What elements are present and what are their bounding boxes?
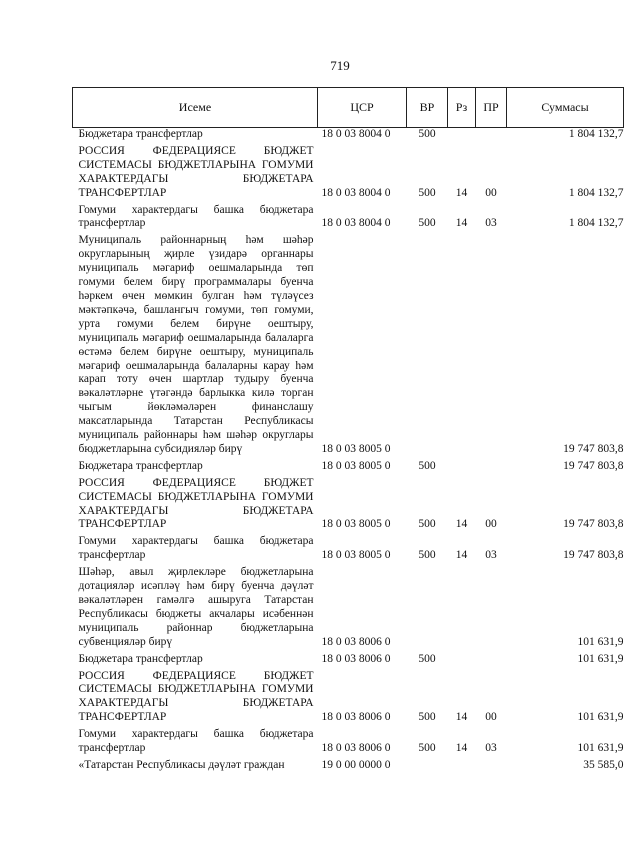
row-sum: 101 631,9 bbox=[577, 635, 624, 648]
header-pr: ПР bbox=[476, 88, 507, 128]
table-row bbox=[73, 128, 624, 145]
row-vr: 500 bbox=[418, 518, 436, 531]
row-name: Гомуми характердагы башка бюджетара трансфертлар bbox=[78, 728, 314, 755]
row-name: Гомуми характердагы башка бюджетара трансфертлар bbox=[78, 203, 314, 230]
row-pr bbox=[476, 234, 507, 460]
row-rz bbox=[448, 653, 476, 670]
row-csr: 18 0 03 8004 0 bbox=[321, 128, 391, 140]
row-rz: 14 bbox=[455, 518, 468, 531]
row-name: Шәһәр, авыл җирлекләре бюджетларына дотацияләр исәпләү һәм бирү буенча дәүләт вәкаләтләрен гамәлгә ашыруга Татарстан Республикасы бюджеты акчалары исәбеннән муниципаль районнар бюджетларына субвенцияләр бирү bbox=[78, 566, 314, 648]
header-sum: Суммасы bbox=[507, 88, 624, 128]
row-rz bbox=[448, 128, 476, 145]
row-sum: 35 585,0 bbox=[583, 758, 624, 771]
row-vr bbox=[407, 234, 448, 460]
page-number: 719 bbox=[330, 58, 350, 73]
row-sum: 101 631,9 bbox=[577, 742, 624, 755]
row-name: РОССИЯ ФЕДЕРАЦИЯСЕ БЮДЖЕТ СИСТЕМАСЫ БЮДЖЕТЛАРЫНА ГОМУМИ ХАРАКТЕРДАГЫ БЮДЖЕТАРА ТРАНСФЕРТЛАР bbox=[78, 669, 314, 724]
row-pr bbox=[476, 759, 507, 776]
row-pr: 00 bbox=[485, 711, 497, 724]
row-csr: 18 0 03 8006 0 bbox=[321, 652, 391, 665]
row-sum: 101 631,9 bbox=[577, 652, 624, 665]
row-sum: 19 747 803,8 bbox=[563, 549, 624, 562]
row-name: Бюджетара трансфертлар bbox=[78, 459, 203, 472]
table-row bbox=[73, 460, 624, 477]
table-row bbox=[73, 204, 624, 235]
row-rz: 14 bbox=[455, 217, 468, 230]
row-rz bbox=[448, 234, 476, 460]
row-csr: 18 0 03 8006 0 bbox=[321, 711, 391, 724]
row-pr: 00 bbox=[485, 518, 497, 531]
row-vr: 500 bbox=[418, 186, 436, 199]
row-sum: 19 747 803,8 bbox=[563, 518, 624, 531]
row-sum: 101 631,9 bbox=[577, 711, 624, 724]
row-sum: 1 804 132,7 bbox=[568, 186, 624, 199]
row-csr: 18 0 03 8006 0 bbox=[321, 742, 391, 755]
row-vr bbox=[407, 566, 448, 652]
table-row bbox=[73, 566, 624, 652]
header-rz: Рз bbox=[448, 88, 476, 128]
row-pr: 00 bbox=[485, 186, 497, 199]
row-csr: 19 0 00 0000 0 bbox=[321, 758, 391, 771]
table-row bbox=[73, 145, 624, 204]
budget-table bbox=[72, 87, 624, 776]
row-csr: 18 0 03 8005 0 bbox=[321, 459, 391, 472]
row-name: Гомуми характердагы башка бюджетара трансфертлар bbox=[78, 535, 314, 562]
row-vr: 500 bbox=[418, 742, 436, 755]
table-row bbox=[73, 234, 624, 460]
table-row bbox=[73, 653, 624, 670]
row-rz: 14 bbox=[455, 711, 468, 724]
row-rz bbox=[448, 460, 476, 477]
row-pr bbox=[476, 566, 507, 652]
row-pr: 03 bbox=[485, 742, 497, 755]
row-rz bbox=[448, 566, 476, 652]
row-name: Бюджетара трансфертлар bbox=[78, 652, 203, 665]
row-csr: 18 0 03 8004 0 bbox=[321, 217, 391, 230]
row-pr: 03 bbox=[485, 217, 497, 230]
row-name: «Татарстан Республикасы дәүләт граждан bbox=[78, 758, 285, 771]
row-sum: 19 747 803,8 bbox=[563, 442, 624, 455]
table-row bbox=[73, 759, 624, 776]
header-csr: ЦСР bbox=[318, 88, 407, 128]
row-sum: 1 804 132,7 bbox=[568, 217, 624, 230]
table-header-row bbox=[73, 88, 624, 128]
table-row bbox=[73, 670, 624, 729]
row-vr: 500 bbox=[418, 128, 436, 140]
row-csr: 18 0 03 8006 0 bbox=[321, 635, 391, 648]
row-rz: 14 bbox=[455, 549, 468, 562]
row-sum: 19 747 803,8 bbox=[563, 459, 624, 472]
row-rz bbox=[448, 759, 476, 776]
row-name: Муниципаль районнарның һәм шәһәр округларының җирле үзидарә органнары муниципаль мәгариф оешмаларында төп гомуми белем бирү программалары буенча һәркем өчен мөмкин булган һәм түләүсез мәктәпкәчә, башлангыч гомуми, төп гомуми, урта гомуми белем бирүне оештыру, муниципаль мәгариф оешмаларында балаларга өстәмә белем бирүне оештыру, муниципаль мәгариф оешмаларында балаларны карау һәм карап тоту өчен шартлар тудыру буенча вәкаләтләрне үтәгәндә барлыкка килә торган чыгым йөкләмәләрен финанслашу максатларында Татарстан Республикасы муниципаль районнары һәм шәһәр округлары бюджетларына субсидияләр бирү bbox=[78, 234, 314, 455]
table-row bbox=[73, 477, 624, 536]
row-pr: 03 bbox=[485, 549, 497, 562]
row-rz: 14 bbox=[455, 186, 468, 199]
row-csr: 18 0 03 8004 0 bbox=[321, 186, 391, 199]
row-name: Бюджетара трансфертлар bbox=[78, 128, 203, 140]
row-csr: 18 0 03 8005 0 bbox=[321, 442, 391, 455]
row-vr bbox=[407, 759, 448, 776]
row-name: РОССИЯ ФЕДЕРАЦИЯСЕ БЮДЖЕТ СИСТЕМАСЫ БЮДЖЕТЛАРЫНА ГОМУМИ ХАРАКТЕРДАГЫ БЮДЖЕТАРА ТРАНСФЕРТЛАР bbox=[78, 144, 314, 199]
row-vr: 500 bbox=[418, 549, 436, 562]
row-vr: 500 bbox=[418, 652, 436, 665]
row-csr: 18 0 03 8005 0 bbox=[321, 518, 391, 531]
table-row bbox=[73, 535, 624, 566]
row-vr: 500 bbox=[418, 711, 436, 724]
row-sum: 1 804 132,7 bbox=[568, 128, 624, 140]
table-row bbox=[73, 728, 624, 759]
row-vr: 500 bbox=[418, 459, 436, 472]
row-rz: 14 bbox=[455, 742, 468, 755]
row-csr: 18 0 03 8005 0 bbox=[321, 549, 391, 562]
row-pr bbox=[476, 653, 507, 670]
row-vr: 500 bbox=[418, 217, 436, 230]
row-name: РОССИЯ ФЕДЕРАЦИЯСЕ БЮДЖЕТ СИСТЕМАСЫ БЮДЖЕТЛАРЫНА ГОМУМИ ХАРАКТЕРДАГЫ БЮДЖЕТАРА ТРАНСФЕРТЛАР bbox=[78, 476, 314, 531]
row-pr bbox=[476, 460, 507, 477]
header-name: Исеме bbox=[73, 88, 318, 128]
header-vr: ВР bbox=[407, 88, 448, 128]
row-pr bbox=[476, 128, 507, 145]
